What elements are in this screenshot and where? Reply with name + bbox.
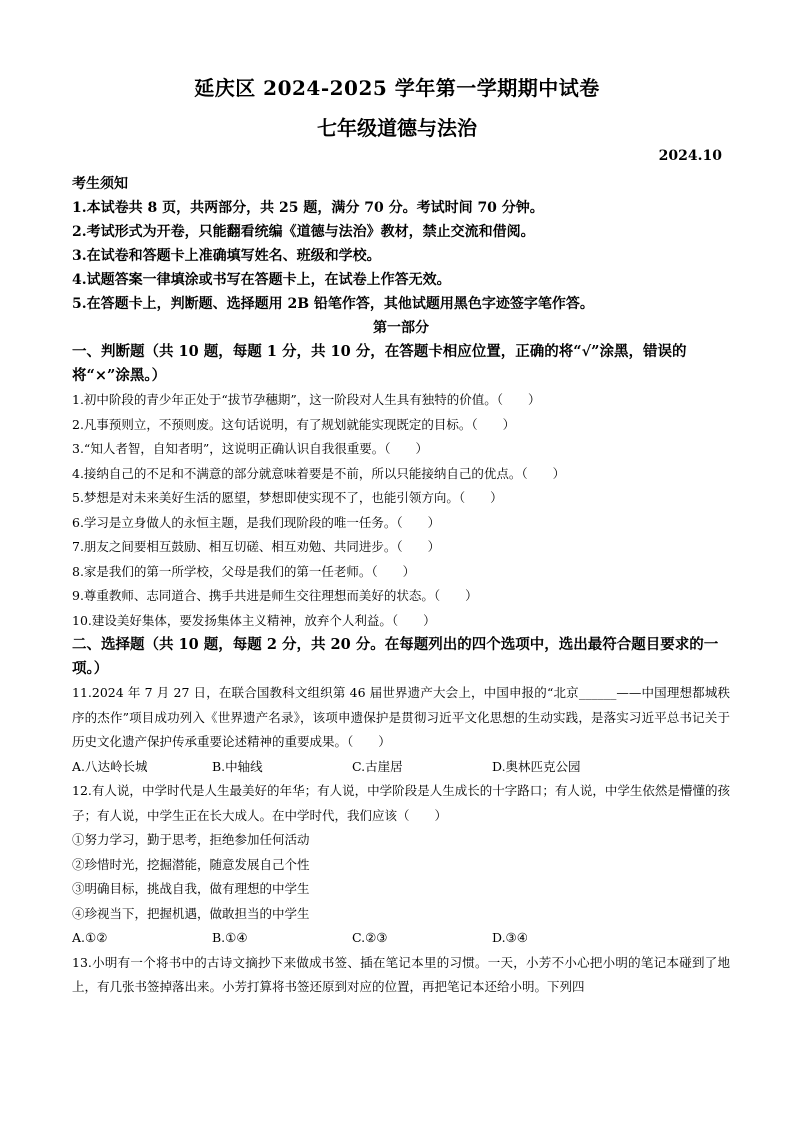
- option-a: A.①②: [72, 930, 108, 945]
- judgment-question: 3.“知人者智，自知者明”，这说明正确认识自我很重要。（ ）: [72, 441, 428, 456]
- statement-item: ③明确目标，挑战自我，做有理想的中学生: [72, 881, 310, 896]
- choice-question-13: 13.小明有一个将书中的古诗文摘抄下来做成书签、插在笔记本里的习惯。一天，小芳不小心把小明的笔记本碰到了地上，有几张书签掉落出来。小芳打算将书签还原到对应的位置，再把笔记本还给小明。下列四: [72, 954, 730, 994]
- judgment-question: 4.接纳自己的不足和不满意的部分就意味着要是不前，所以只能接纳自己的优点。（ ）: [72, 465, 566, 481]
- option-a: A.八达岭长城: [72, 758, 148, 774]
- judgment-question: 6.学习是立身做人的永恒主题，是我们现阶段的唯一任务。（ ）: [72, 514, 441, 530]
- statement-item: ②珍惜时光，挖掘潜能，随意发展自己个性: [72, 856, 310, 872]
- option-c: C.②③: [352, 930, 388, 945]
- choice-question-11: 11.2024 年 7 月 27 日，在联合国教科文组织第 46 届世界遗产大会上，中国申报的“北京______——中国理想都城秩序的杰作”项目成功列入《世界遗产名录》，该项申遗保护是贯彻习近平文化思想的生动实践，是落实习近平总书记关于历史文化遗产保护传承重要论述精神的重要成果。（ ）: [72, 685, 730, 749]
- notice-item: 2.考试形式为开卷，只能翻看统编《道德与法治》教材，禁止交流和借阅。: [72, 224, 535, 240]
- exam-date: 2024.10: [658, 148, 722, 164]
- choice-options-11: [72, 755, 730, 780]
- option-b: B.①④: [212, 930, 248, 945]
- notice-item: 3.在试卷和答题卡上准确填写姓名、班级和学校。: [72, 248, 381, 264]
- judgment-question: 10.建设美好集体，要发扬集体主义精神，放弃个人利益。（ ）: [72, 612, 436, 628]
- exam-subtitle: 七年级道德与法治: [317, 116, 477, 140]
- judgment-question: 8.家是我们的第一所学校，父母是我们的第一任老师。（ ）: [72, 563, 416, 579]
- judgment-question: 7.朋友之间要相互鼓励、相互切磋、相互劝勉、共同进步。（ ）: [72, 539, 441, 554]
- part-title: 第一部分: [373, 320, 429, 336]
- exam-content: [72, 172, 730, 1000]
- statement-item: ①努力学习，勤于思考，拒绝参加任何活动: [72, 832, 310, 847]
- choice-question-12: 12.有人说，中学时代是人生最美好的年华；有人说，中学阶段是人生成长的十字路口；有人说，中学生依然是懵懂的孩子；有人说，中学生正在长大成人。在中学时代，我们应该（ ）: [72, 783, 730, 823]
- exam-title: 延庆区 2024-2025 学年第一学期期中试卷: [194, 76, 600, 100]
- notice-item: 1.本试卷共 8 页，共两部分，共 25 题，满分 70 分。考试时间 70 分钟。: [72, 200, 544, 216]
- notice-item: 4.试题答案一律填涂或书写在答题卡上，在试卷上作答无效。: [72, 272, 451, 288]
- notice-heading: 考生须知: [72, 176, 128, 192]
- judgment-question: 5.梦想是对未来美好生活的愿望，梦想即使实现不了，也能引领方向。（ ）: [72, 490, 503, 505]
- option-b: B.中轴线: [212, 758, 263, 774]
- option-d: D.③④: [492, 930, 528, 945]
- notice-item: 5.在答题卡上，判断题、选择题用 2B 铅笔作答，其他试题用黑色字迹签字笔作答。: [72, 296, 594, 312]
- section-title-choice: 二、选择题（共 10 题，每题 2 分，共 20 分。在每题列出的四个选项中，选出最符合题目要求的一项。）: [72, 636, 719, 677]
- judgment-question: 1.初中阶段的青少年正处于“拔节孕穗期”，这一阶段对人生具有独特的价值。（ ）: [72, 392, 541, 407]
- section-title-judgment: 一、判断题（共 10 题，每题 1 分，共 10 分，在答题卡相应位置，正确的将“√”涂黑，错误的将“×”涂黑。）: [72, 343, 687, 384]
- option-c: C.古崖居: [352, 758, 403, 774]
- judgment-question: 9.尊重教师、志同道合、携手共进是师生交往理想而美好的状态。（ ）: [72, 588, 478, 603]
- choice-options-12: [72, 926, 730, 951]
- statement-item: ④珍视当下，把握机遇，做敢担当的中学生: [72, 905, 310, 921]
- judgment-question: 2.凡事预则立，不预则废。这句话说明，有了规划就能实现既定的目标。（ ）: [72, 416, 516, 432]
- option-d: D.奥林匹克公园: [492, 758, 581, 774]
